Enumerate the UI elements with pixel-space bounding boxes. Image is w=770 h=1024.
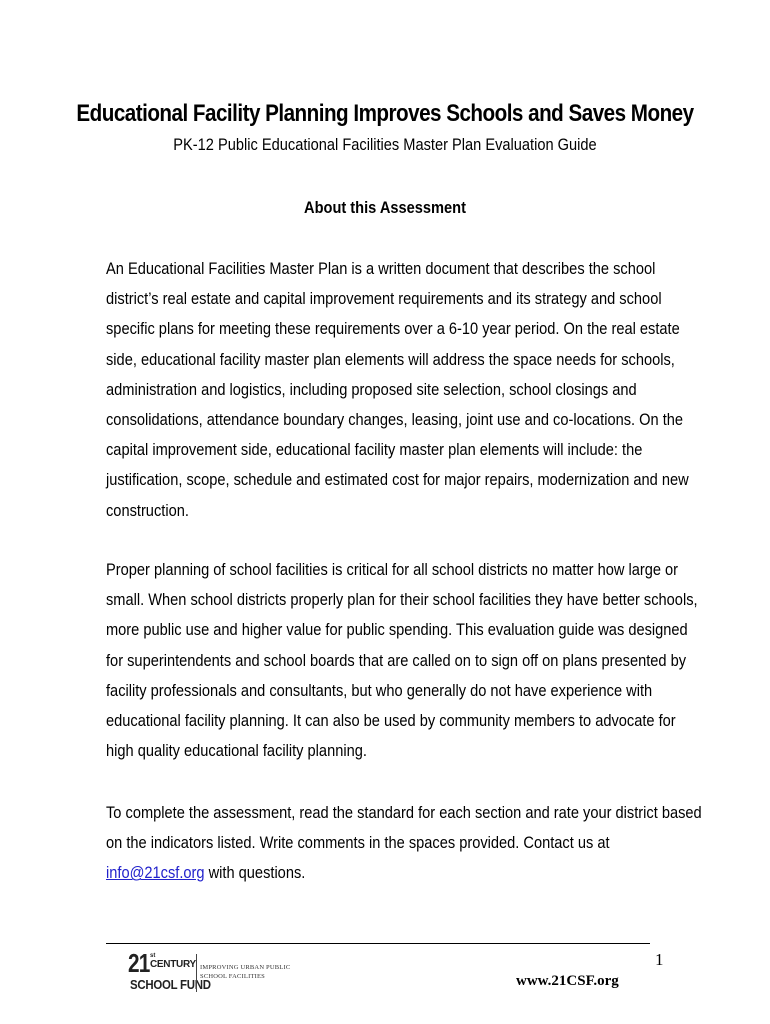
logo-divider	[196, 954, 197, 992]
text-line: An Educational Facilities Master Plan is a written document that describes the school	[106, 259, 656, 278]
paragraph-proper-planning	[106, 555, 698, 766]
text-line: on the indicators listed. Write comments in the spaces provided. Contact us at	[106, 833, 610, 853]
section-heading: About this Assessment	[304, 198, 466, 217]
text-line: facility professionals and consultants, but who generally do not have experience with	[106, 680, 653, 700]
text-after-email: with questions.	[204, 863, 306, 883]
logo-name: SCHOOL FUND	[130, 977, 211, 992]
text-line: justification, scope, schedule and estimated cost for major repairs, modernization and new	[106, 470, 689, 490]
text-line: high quality educational facility planning.	[106, 741, 367, 761]
logo-tagline	[200, 963, 290, 981]
logo-tagline-line2: SCHOOL FACILITIES	[200, 973, 265, 980]
text-line: educational facility planning. It can also be used by community members to advocate for	[106, 711, 676, 731]
text-line: To complete the assessment, read the standard for each section and rate your district based	[106, 803, 702, 822]
21csf-logo	[128, 948, 291, 998]
footer-divider	[106, 943, 650, 944]
text-line: Proper planning of school facilities is critical for all school districts no matter how large or	[106, 560, 679, 579]
document-title: Educational Facility Planning Improves Schools and Saves Money	[76, 100, 694, 127]
logo-number: 21	[128, 948, 150, 978]
text-line: specific plans for meeting these requirements over a 6-10 year period. On the real estate	[106, 319, 680, 339]
text-line: more public use and higher value for public spending. This evaluation guide was designed	[106, 620, 688, 640]
logo-wordmark	[128, 948, 211, 998]
text-line-contact	[106, 858, 588, 888]
logo-superscript: st	[150, 953, 156, 959]
paragraph-instructions	[106, 798, 702, 889]
text-line: construction.	[106, 500, 189, 520]
text-line: small. When school districts properly plan for their school facilities they have better schools,	[106, 590, 698, 610]
text-line: district’s real estate and capital improvement requirements and its strategy and school	[106, 289, 662, 309]
document-subtitle: PK-12 Public Educational Facilities Master Plan Evaluation Guide	[173, 135, 597, 154]
text-line: side, educational facility master plan elements will address the space needs for schools,	[106, 349, 675, 369]
logo-tagline-line1: IMPROVING URBAN PUBLIC	[200, 964, 291, 971]
text-line: for superintendents and school boards that are called on to sign off on plans presented by	[106, 650, 687, 670]
text-line: capital improvement side, educational facility master plan elements will include: the	[106, 440, 643, 460]
contact-email-link[interactable]: info@21csf.org	[106, 863, 205, 883]
logo-century: CENTURY	[150, 959, 196, 970]
text-line: administration and logistics, including proposed site selection, school closings and	[106, 379, 637, 399]
footer-website: www.21CSF.org	[516, 973, 619, 989]
page-number: 1	[655, 950, 664, 969]
paragraph-about-master-plan	[106, 254, 689, 526]
text-line: consolidations, attendance boundary changes, leasing, joint use and co-locations. On the	[106, 410, 684, 430]
